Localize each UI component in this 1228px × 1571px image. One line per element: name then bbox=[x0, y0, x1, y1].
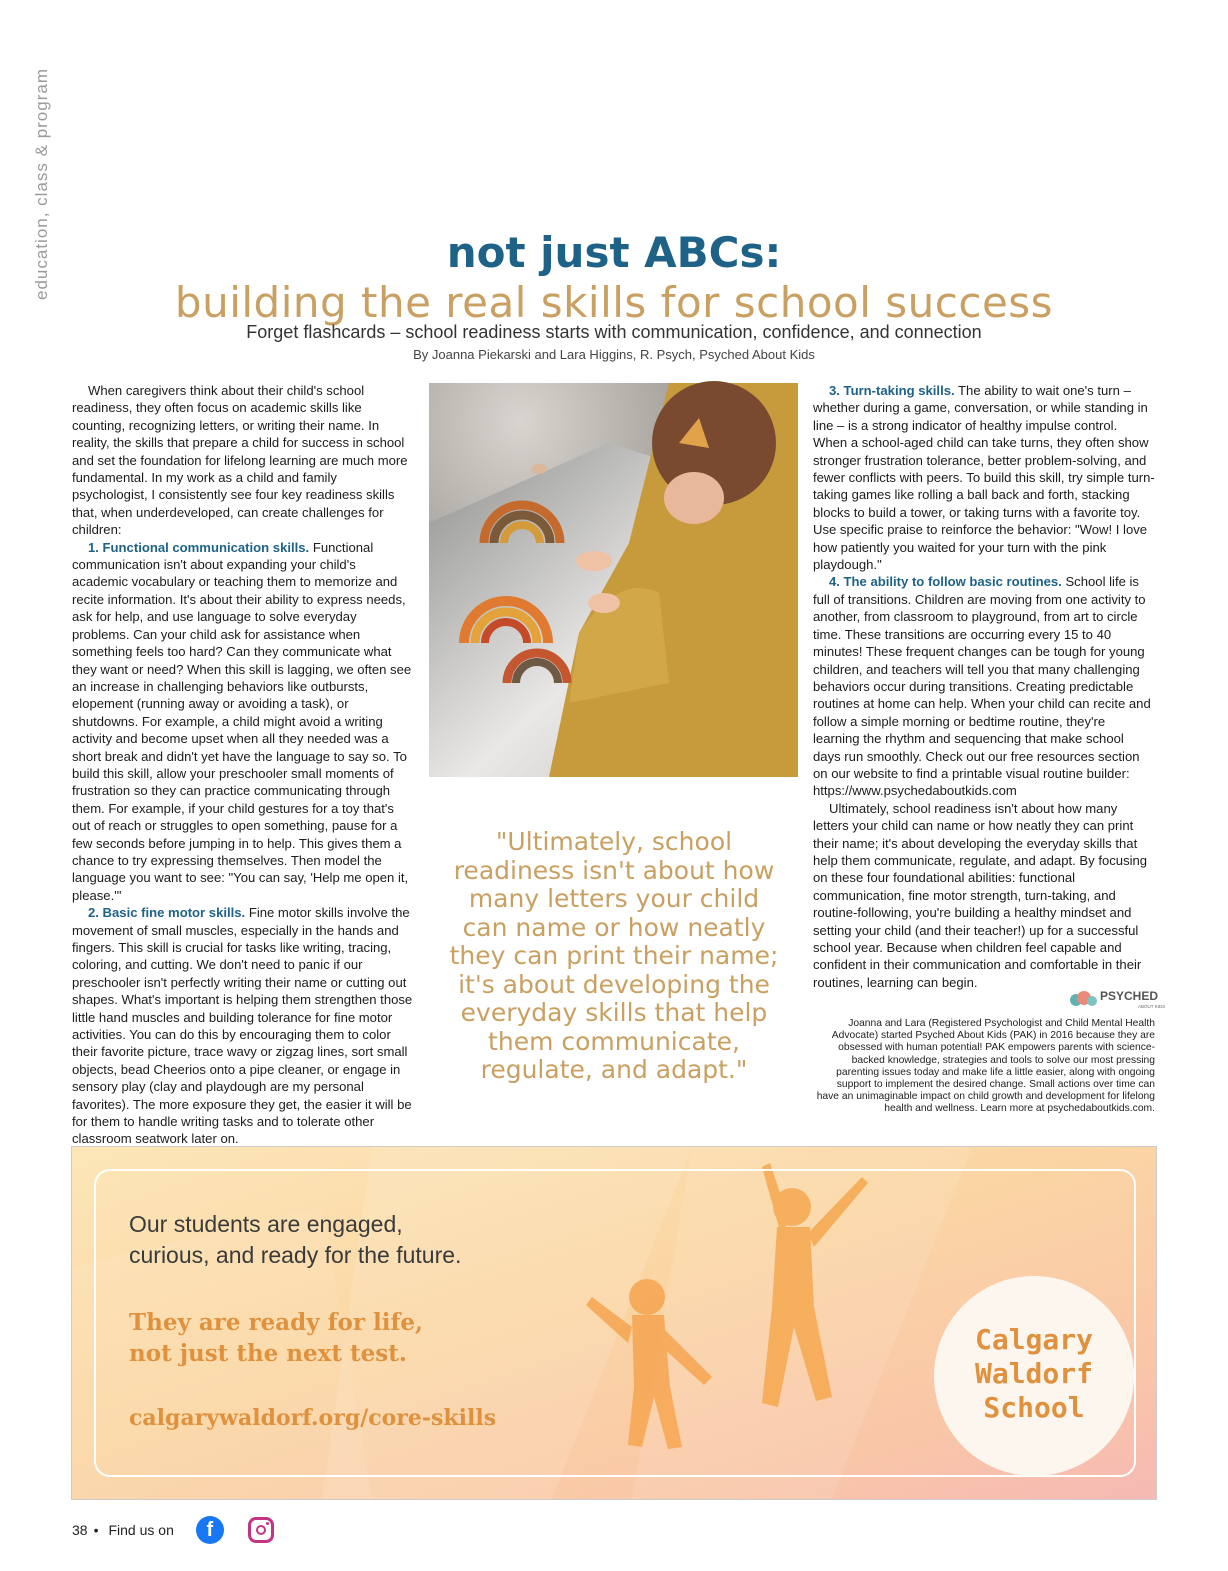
section-heading: 2. Basic fine motor skills. bbox=[88, 905, 246, 921]
ad-url-link[interactable]: calgarywaldorf.org/core-skills bbox=[129, 1405, 497, 1431]
psyched-about-kids-logo bbox=[1068, 987, 1166, 1011]
section-body: The ability to wait one's turn – whether during a game, conversation, or while standing in line – is a strong indicator of healthy impulse control. When a school-aged child can take turns, they often show stronger frustration tolerance, better problem-solving, and fewer conflicts with peers. To build this skill, try simple turn-taking games like rolling a ball back and forth, stacking blocks to build a tower, or taking turns with a favorite toy. Use specific praise to reinforce the behavior: "Wow! I love how patiently you waited for your turn with the pink playdough." bbox=[813, 383, 1155, 573]
ad-headline: Our students are engaged, curious, and ready for the future. bbox=[129, 1211, 462, 1268]
calgary-waldorf-logo bbox=[934, 1276, 1134, 1476]
section-heading: 3. Turn-taking skills. bbox=[829, 383, 955, 398]
section-label: education, class & program bbox=[32, 68, 51, 300]
section-body: Functional communication isn't about expanding your child's academic vocabulary or teaching them to memorize and recite information. It's about their ability to express needs, ask for help, and use language to solve everyday problems. Can your child ask for assistance when something feels too hard? Can they communicate what they want or need? When this skill is lagging, we often see an increase in challenging behaviors like outbursts, elopement (running away or avoiding a task), or shutdowns. For example, a child might avoid a writing activity and become upset when all they needed was a short break and didn't yet have the language to say so. To build this skill, allow your preschooler small moments of frustration so they can practice communicating through them. For example, if your child gestures for a toy that's out of reach or struggles to open something, pause for a few seconds before jumping in to help. This gives them a chance to try expressing themselves. Then model the language you want to see: "You can say, 'Help me open it, please.'" bbox=[72, 539, 412, 903]
section-routines bbox=[813, 573, 1155, 799]
article-column-left bbox=[72, 382, 414, 1148]
byline: By Joanna Piekarski and Lara Higgins, R. Psych, Psyched About Kids bbox=[413, 347, 815, 362]
instagram-icon[interactable] bbox=[248, 1517, 274, 1543]
section-body: School life is full of transitions. Children are moving from one activity to another, from classroom to playground, from art to circle time. These transitions are occurring every 15 to 40 minutes! These frequent changes can be tough for young children, and teachers will tell you that many challenging behaviors occur during transitions. Creating predictable routines at home can help. When your child can recite and follow a simple morning or bedtime routine, they're learning the rhythm and sequencing that make school days run smoothly. Check out our free resources section on our website to find a printable visual routine builder: https://www.psychedaboutkids.com bbox=[813, 574, 1151, 799]
psyched-logo-tag: ABOUT KIDS bbox=[1138, 1004, 1166, 1009]
section-body: Fine motor skills involve the movement of small muscles, especially in the hands and fingers. This skill is crucial for tasks like writing, tracing, coloring, and cutting. We don't need to panic if our preschooler isn't perfectly writing their name or cutting out shapes. What's important is helping them strengthen those little hand muscles and building tolerance for fine motor activities. You can do this by encouraging them to color their favorite picture, trace wavy or zigzag lines, sort small objects, bead Cheerios onto a pipe cleaner, or engage in sensory play (clay and playdough are my personal favorites). The more exposure they get, the easier it will be for them to handle writing tasks and to tolerate other classroom seatwork later on. bbox=[72, 905, 413, 1147]
page-footer bbox=[72, 1516, 274, 1544]
footer-bullet: • bbox=[93, 1522, 99, 1538]
article-column-right bbox=[813, 382, 1155, 991]
page-number: 38 bbox=[72, 1522, 88, 1538]
ad-tagline: They are ready for life, not just the next test. bbox=[129, 1309, 423, 1367]
facebook-icon[interactable]: f bbox=[196, 1516, 224, 1544]
title-line-1: not just ABCs: bbox=[446, 228, 782, 277]
section-fine-motor bbox=[72, 904, 414, 1148]
badge-word: School bbox=[983, 1391, 1085, 1424]
child-playdough-photo bbox=[429, 383, 798, 777]
badge-word: Waldorf bbox=[974, 1357, 1093, 1390]
badge-word: Calgary bbox=[974, 1323, 1093, 1356]
subtitle: Forget flashcards – school readiness starts with communication, confidence, and connection bbox=[246, 322, 982, 342]
intro-paragraph: When caregivers think about their child's school readiness, they often focus on academic skills like counting, recognizing letters, or writing their name. In reality, the skills that prepare a child for success in school and set the foundation for lifelong learning are much more fundamental. In my work as a child and family psychologist, I consistently see four key readiness skills that, when underdeveloped, can create challenges for children: bbox=[72, 383, 408, 538]
section-heading: 4. The ability to follow basic routines. bbox=[829, 574, 1062, 590]
psyched-logo-word: PSYCHED bbox=[1100, 989, 1159, 1003]
author-bio: Joanna and Lara (Registered Psychologist and Child Mental Health Advocate) started Psyched About Kids (PAK) in 2016 because they are obsessed with human potential! PAK empowers parents with science-backed knowledge, strategies and tools to solve our most pressing parenting issues today and make life a little easier, along with ongoing support to implement the desired change. Small actions over time can have an unimaginable impact on child growth and development for lifelong health and wellness. Learn more at psychedaboutkids.com. bbox=[816, 1018, 1155, 1115]
section-functional-communication bbox=[72, 539, 414, 905]
find-us-label: Find us on bbox=[108, 1522, 174, 1538]
title-line-2: building the real skills for school success bbox=[174, 278, 1054, 327]
section-turn-taking bbox=[813, 382, 1155, 573]
pull-quote: "Ultimately, school readiness isn't about how many letters your child can name or how neatly they can print their name; it's about developing the everyday skills that help them communicate, regulate, and adapt." bbox=[449, 827, 779, 1084]
conclusion-paragraph: Ultimately, school readiness isn't about how many letters your child can name or how neatly they can print their name; it's about developing the everyday skills that help them communicate, regulate, and adapt. By focusing on these four foundational abilities: functional communication, fine motor strength, turn-taking, and routine-following, you're building a healthy mindset and setting your child (and their teacher!) up for a successful school year. Because when children feel capable and confident in their communication and comfortable in their routines, learning can begin. bbox=[813, 800, 1148, 990]
section-heading: 1. Functional communication skills. bbox=[88, 539, 310, 555]
calgary-waldorf-ad[interactable] bbox=[71, 1146, 1157, 1500]
